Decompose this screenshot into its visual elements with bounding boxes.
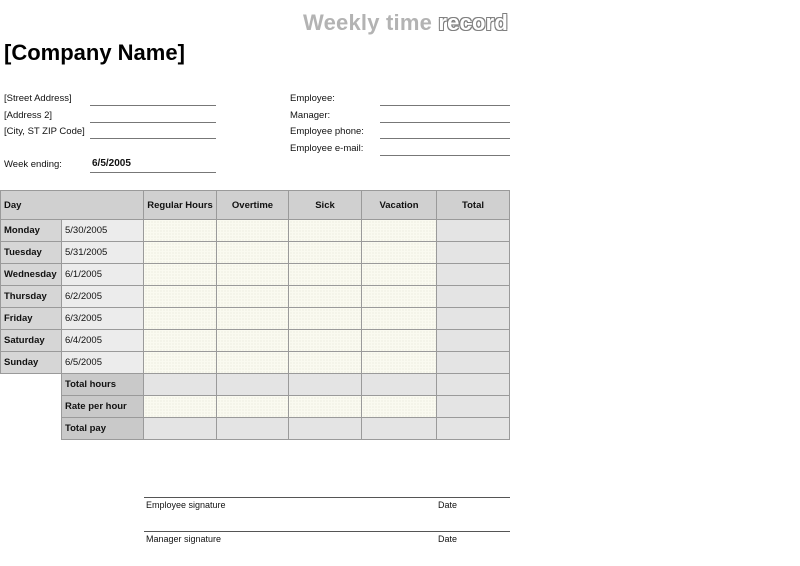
total-hours-total — [437, 374, 510, 396]
employee-signature-line[interactable] — [144, 497, 510, 498]
day-date[interactable]: 6/2/2005 — [62, 286, 144, 308]
rate-overtime-cell[interactable] — [217, 396, 289, 418]
rate-per-hour-label: Rate per hour — [62, 396, 144, 418]
vacation-cell[interactable] — [362, 286, 437, 308]
week-ending-line — [90, 172, 216, 173]
company-name[interactable]: [Company Name] — [4, 40, 185, 65]
blank-cell — [1, 374, 62, 396]
manager-signature-label: Manager signature — [146, 534, 222, 544]
total-cell — [437, 352, 510, 374]
sick-cell[interactable] — [289, 286, 362, 308]
summary-row-total-hours — [1, 374, 510, 396]
regular-hours-cell[interactable] — [144, 308, 217, 330]
vacation-cell[interactable] — [362, 220, 437, 242]
total-overtime — [217, 374, 289, 396]
week-ending-label: Week ending: — [4, 159, 62, 170]
day-name: Monday — [1, 220, 62, 242]
sick-cell[interactable] — [289, 220, 362, 242]
total-vacation — [362, 374, 437, 396]
title-part-1: Weekly time — [303, 10, 439, 35]
rate-sick-cell[interactable] — [289, 396, 362, 418]
sick-cell[interactable] — [289, 352, 362, 374]
table-row — [1, 330, 510, 352]
regular-hours-cell[interactable] — [144, 264, 217, 286]
address2-line[interactable] — [90, 122, 216, 123]
vacation-cell[interactable] — [362, 242, 437, 264]
day-name: Thursday — [1, 286, 62, 308]
manager-signature-line[interactable] — [144, 531, 510, 532]
rate-regular-cell[interactable] — [144, 396, 217, 418]
summary-row-rate — [1, 396, 510, 418]
manager-field[interactable] — [380, 122, 510, 123]
regular-hours-cell[interactable] — [144, 330, 217, 352]
regular-hours-cell[interactable] — [144, 242, 217, 264]
overtime-cell[interactable] — [217, 220, 289, 242]
header-regular-hours: Regular Hours — [144, 191, 217, 220]
document-title — [303, 10, 508, 36]
street-address-line[interactable] — [90, 105, 216, 106]
total-hours-label: Total hours — [62, 374, 144, 396]
total-cell — [437, 242, 510, 264]
header-total: Total — [437, 191, 510, 220]
day-date[interactable]: 5/30/2005 — [62, 220, 144, 242]
rate-total-cell — [437, 396, 510, 418]
sick-cell[interactable] — [289, 242, 362, 264]
blank-cell — [1, 396, 62, 418]
day-name: Tuesday — [1, 242, 62, 264]
day-name: Wednesday — [1, 264, 62, 286]
total-cell — [437, 264, 510, 286]
header-day: Day — [1, 191, 144, 220]
vacation-cell[interactable] — [362, 352, 437, 374]
week-ending-value[interactable]: 6/5/2005 — [92, 158, 131, 169]
pay-sick-cell — [289, 418, 362, 440]
employee-signature-label: Employee signature — [146, 500, 226, 510]
table-row — [1, 264, 510, 286]
employee-phone-field[interactable] — [380, 138, 510, 139]
pay-vacation-cell — [362, 418, 437, 440]
pay-overtime-cell — [217, 418, 289, 440]
day-name: Saturday — [1, 330, 62, 352]
overtime-cell[interactable] — [217, 286, 289, 308]
total-cell — [437, 330, 510, 352]
table-row — [1, 220, 510, 242]
vacation-cell[interactable] — [362, 308, 437, 330]
street-address-label[interactable]: [Street Address] — [4, 93, 72, 104]
manager-label: Manager: — [290, 110, 331, 121]
table-header-row — [1, 191, 510, 220]
total-pay-label: Total pay — [62, 418, 144, 440]
table-row — [1, 242, 510, 264]
sick-cell[interactable] — [289, 264, 362, 286]
overtime-cell[interactable] — [217, 352, 289, 374]
vacation-cell[interactable] — [362, 330, 437, 352]
overtime-cell[interactable] — [217, 264, 289, 286]
table-row — [1, 286, 510, 308]
blank-cell — [1, 418, 62, 440]
employee-label: Employee: — [290, 93, 335, 104]
pay-total-cell — [437, 418, 510, 440]
table-row — [1, 352, 510, 374]
table-row — [1, 308, 510, 330]
sick-cell[interactable] — [289, 308, 362, 330]
summary-row-total-pay — [1, 418, 510, 440]
day-date[interactable]: 5/31/2005 — [62, 242, 144, 264]
city-line[interactable] — [90, 138, 216, 139]
header-vacation: Vacation — [362, 191, 437, 220]
overtime-cell[interactable] — [217, 242, 289, 264]
day-date[interactable]: 6/4/2005 — [62, 330, 144, 352]
vacation-cell[interactable] — [362, 264, 437, 286]
title-part-2: record — [438, 10, 508, 35]
rate-vacation-cell[interactable] — [362, 396, 437, 418]
day-date[interactable]: 6/5/2005 — [62, 352, 144, 374]
header-overtime: Overtime — [217, 191, 289, 220]
manager-signature-date-label: Date — [438, 534, 458, 544]
day-name: Sunday — [1, 352, 62, 374]
total-regular-hours — [144, 374, 217, 396]
overtime-cell[interactable] — [217, 330, 289, 352]
employee-field[interactable] — [380, 105, 510, 106]
employee-signature-date-label: Date — [438, 500, 458, 510]
total-cell — [437, 220, 510, 242]
day-name: Friday — [1, 308, 62, 330]
sick-cell[interactable] — [289, 330, 362, 352]
regular-hours-cell[interactable] — [144, 220, 217, 242]
address2-label[interactable]: [Address 2] — [4, 110, 53, 121]
employee-email-label: Employee e-mail: — [290, 143, 364, 154]
day-date[interactable]: 6/3/2005 — [62, 308, 144, 330]
time-record-table — [0, 190, 510, 440]
regular-hours-cell[interactable] — [144, 286, 217, 308]
employee-phone-label: Employee phone: — [290, 126, 364, 137]
header-sick: Sick — [289, 191, 362, 220]
day-date[interactable]: 6/1/2005 — [62, 264, 144, 286]
city-label[interactable]: [City, ST ZIP Code] — [4, 126, 85, 137]
total-cell — [437, 308, 510, 330]
employee-email-field[interactable] — [380, 155, 510, 156]
pay-regular-cell — [144, 418, 217, 440]
total-cell — [437, 286, 510, 308]
total-sick — [289, 374, 362, 396]
regular-hours-cell[interactable] — [144, 352, 217, 374]
overtime-cell[interactable] — [217, 308, 289, 330]
